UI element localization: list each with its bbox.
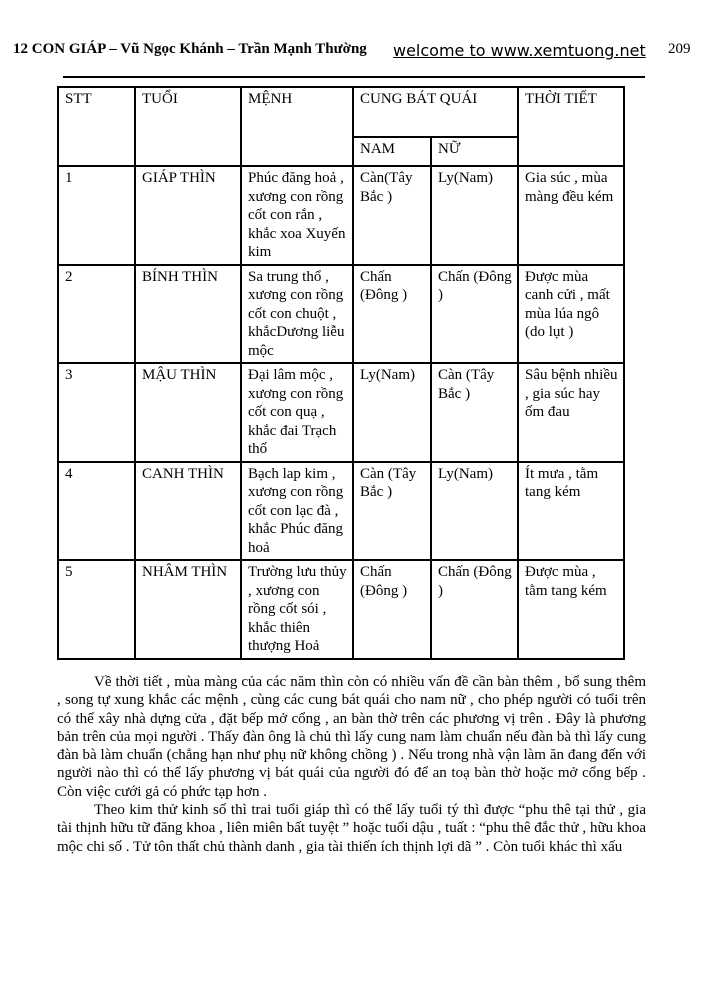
table-row	[58, 166, 624, 265]
col-header-cung-bat-quai: CUNG BÁT QUÁI	[353, 87, 518, 137]
cell-nu: Chấn (Đông )	[431, 265, 518, 364]
table-row	[58, 560, 624, 659]
body-paragraph: Theo kim thử kinh số thì trai tuổi giáp thì có thể lấy tuổi tý thì được “phu thê tại thử , gia tài thịnh hữu tữ đăng khoa , liên miên bất tuyệt ” hoặc tuổi dậu , tuất : “phu thê đắc thử , hữu khoa mộc chi số . Tử tôn thất chủ thành danh , gia tài thiến ích thịnh lợi dã ” . Còn tuổi khác thì xấu	[57, 802, 646, 855]
cell-tuoi: NHÂM THÌN	[135, 560, 241, 659]
cell-stt: 3	[58, 363, 135, 462]
cell-nam: Chấn (Đông )	[353, 265, 431, 364]
table-row	[58, 363, 624, 462]
cell-tuoi: MẬU THÌN	[135, 363, 241, 462]
cell-stt: 1	[58, 166, 135, 265]
zodiac-year-table	[57, 86, 625, 660]
table-row	[58, 265, 624, 364]
page-number: 209	[668, 41, 691, 57]
header-divider	[63, 76, 645, 78]
cell-tuoi: BÍNH THÌN	[135, 265, 241, 364]
cell-menh: Trường lưu thủy , xương con rồng cốt sói , khắc thiên thượng Hoả	[241, 560, 353, 659]
cell-stt: 5	[58, 560, 135, 659]
website-link[interactable]: welcome to www.xemtuong.net	[393, 41, 646, 60]
body-paragraph: Về thời tiết , mùa màng của các năm thìn còn có nhiều vấn đề cần bàn thêm , bổ sung thêm , song tự xung khắc các mệnh , cùng các cung bát quái cho nam nữ , cho phép người có tuổi trên có thể xây nhà dựng cửa , đặt bếp mở cổng , an bàn thờ trên các phương vị trên . Đây là phương bản trên của mọi người . Thấy đàn ông là chủ thì lấy cung nam làm chuẩn nếu đàn bà thì lấy cung đàn bà làm chuẩn (chẳng hạn như phụ nữ không chồng ) . Nếu trong nhà vận làm ăn đang đến với người nào thì có thể lấy phương vị bát quái của người đó để an toạ bàn thờ hoặc mở cổng bếp . Còn việc cưới gả có phức tạp hơn .	[57, 674, 646, 800]
cell-thoi-tiet: Được mùa canh cửi , mất mùa lúa ngô (do lụt )	[518, 265, 624, 364]
cell-stt: 4	[58, 462, 135, 561]
col-header-nu: NỮ	[431, 137, 518, 166]
cell-thoi-tiet: Gia súc , mùa màng đều kém	[518, 166, 624, 265]
cell-tuoi: CANH THÌN	[135, 462, 241, 561]
col-header-thoi-tiet: THỜI TIẾT	[518, 87, 624, 166]
cell-thoi-tiet: Được mùa , tằm tang kém	[518, 560, 624, 659]
table-row	[58, 462, 624, 561]
table-header-row	[58, 87, 624, 137]
cell-nu: Ly(Nam)	[431, 166, 518, 265]
cell-thoi-tiet: Sâu bệnh nhiều , gia súc hay ốm đau	[518, 363, 624, 462]
cell-nam: Ly(Nam)	[353, 363, 431, 462]
col-header-nam: NAM	[353, 137, 431, 166]
cell-nu: Chấn (Đông )	[431, 560, 518, 659]
cell-stt: 2	[58, 265, 135, 364]
col-header-stt: STT	[58, 87, 135, 166]
body-text	[57, 673, 646, 856]
col-header-menh: MỆNH	[241, 87, 353, 166]
col-header-tuoi: TUỔI	[135, 87, 241, 166]
cell-nam: Càn(Tây Bắc )	[353, 166, 431, 265]
cell-nu: Ly(Nam)	[431, 462, 518, 561]
cell-tuoi: GIÁP THÌN	[135, 166, 241, 265]
cell-nam: Càn (Tây Bắc )	[353, 462, 431, 561]
cell-menh: Đại lâm mộc , xương con rồng cốt con quạ , khắc đai Trạch thổ	[241, 363, 353, 462]
cell-nam: Chấn (Đông )	[353, 560, 431, 659]
document-title: 12 CON GIÁP – Vũ Ngọc Khánh – Trần Mạnh Thường	[13, 41, 367, 57]
cell-menh: Phúc đăng hoả , xương con rồng cốt con rắn , khắc xoa Xuyến kim	[241, 166, 353, 265]
cell-menh: Sa trung thổ , xương con rồng cốt con chuột , khắcDương liễu mộc	[241, 265, 353, 364]
cell-nu: Càn (Tây Bắc )	[431, 363, 518, 462]
cell-menh: Bạch lap kim , xương con rồng cốt con lạc đà , khắc Phúc đăng hoả	[241, 462, 353, 561]
cell-thoi-tiet: Ít mưa , tằm tang kém	[518, 462, 624, 561]
